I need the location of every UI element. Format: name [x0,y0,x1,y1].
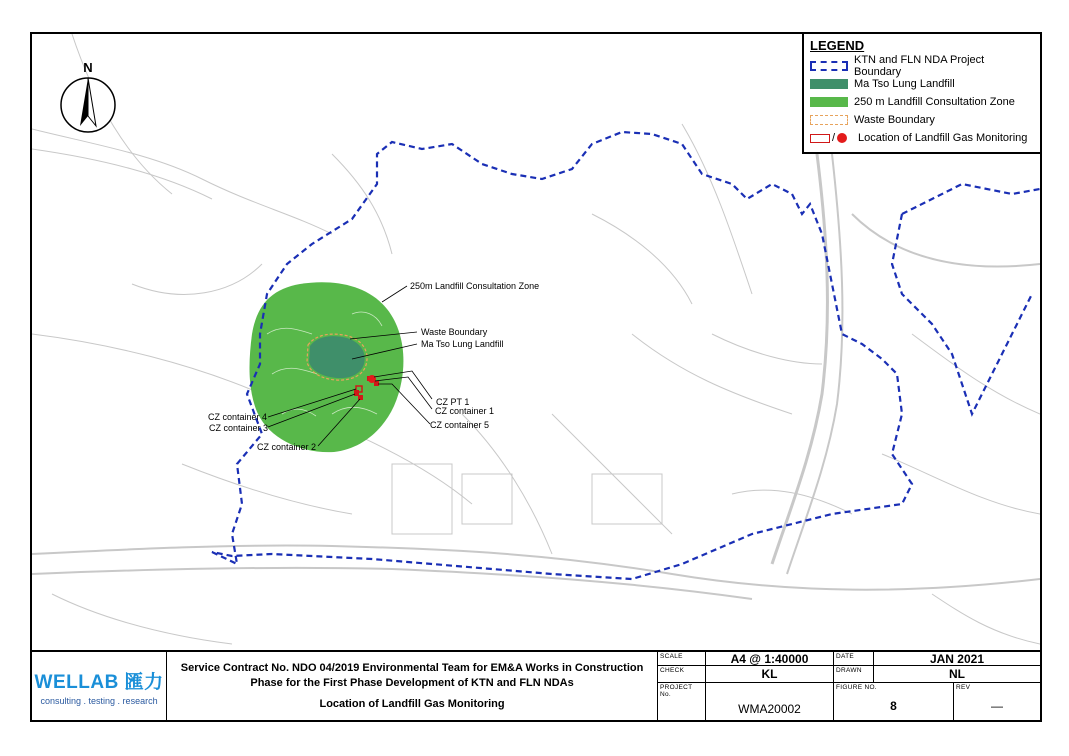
figure-value: 8 [890,699,897,713]
drawn-label: DRAWN [834,666,874,683]
label-cz-container-3: CZ container 3 [209,423,269,433]
legend-item-monitoring [810,129,1034,147]
legend-panel [802,34,1040,154]
monitoring-cz-container-5[interactable] [374,381,379,386]
drawing-sheet [30,32,1042,722]
rev-value: — [991,699,1003,713]
scale-label: SCALE [658,652,706,666]
logo-text: WELLAB 匯力 [34,671,164,693]
check-label: CHECK [658,666,706,683]
legend-label: Location of Landfill Gas Monitoring [858,132,1028,144]
legend-label: 250 m Landfill Consultation Zone [854,96,1015,108]
label-cz-pt1: CZ PT 1 [436,397,470,407]
date-value: JAN 2021 [874,652,1040,666]
drawing-title: Location of Landfill Gas Monitoring [319,697,505,710]
dark-green-fill-icon [810,79,848,89]
legend-item-project-boundary [810,54,1034,78]
title-block [32,650,1040,720]
contract-description [167,652,658,720]
blue-dashed-line-icon [810,61,848,71]
north-label: N [83,60,93,75]
figure-cell [834,683,954,720]
label-cz-container-1: CZ container 1 [435,406,495,416]
legend-title: LEGEND [810,38,865,53]
rev-cell [954,683,1040,720]
check-value: KL [706,666,834,683]
green-fill-icon [810,97,848,107]
date-label: DATE [834,652,874,666]
project-value: WMA20002 [706,683,834,720]
monitoring-cz-container-2[interactable] [358,395,363,400]
orange-dashed-line-icon [810,115,848,125]
scale-value: A4 @ 1:40000 [706,652,834,666]
label-waste-boundary: Waste Boundary [421,327,488,337]
label-consultation-zone: 250m Landfill Consultation Zone [410,281,540,291]
legend-item-consultation-zone [810,93,1034,111]
contract-line-2: Phase for the First Phase Development of KTN and FLN NDAs [250,676,574,689]
legend-label: Ma Tso Lung Landfill [854,78,955,90]
label-landfill: Ma Tso Lung Landfill [421,339,504,349]
rev-label: REV [956,684,971,691]
legend-label: Waste Boundary [854,114,935,126]
drawing-info-grid [658,652,1040,720]
label-cz-container-5: CZ container 5 [430,420,490,430]
figure-label: FIGURE NO. [836,684,877,691]
label-cz-container-4: CZ container 4 [208,412,268,422]
label-cz-container-2: CZ container 2 [257,442,317,452]
red-marker-icon: / [810,132,858,144]
legend-item-waste-boundary [810,111,1034,129]
north-arrow-icon [61,60,115,132]
legend-label: KTN and FLN NDA Project Boundary [854,54,985,78]
map-canvas[interactable] [32,34,1040,650]
project-label: PROJECT No. [658,683,706,720]
drawn-value: NL [874,666,1040,683]
contract-line-1: Service Contract No. NDO 04/2019 Environmental Team for EM&A Works in Construction [180,661,644,674]
logo-tagline: consulting . testing . research [40,695,158,706]
company-logo [32,652,167,720]
